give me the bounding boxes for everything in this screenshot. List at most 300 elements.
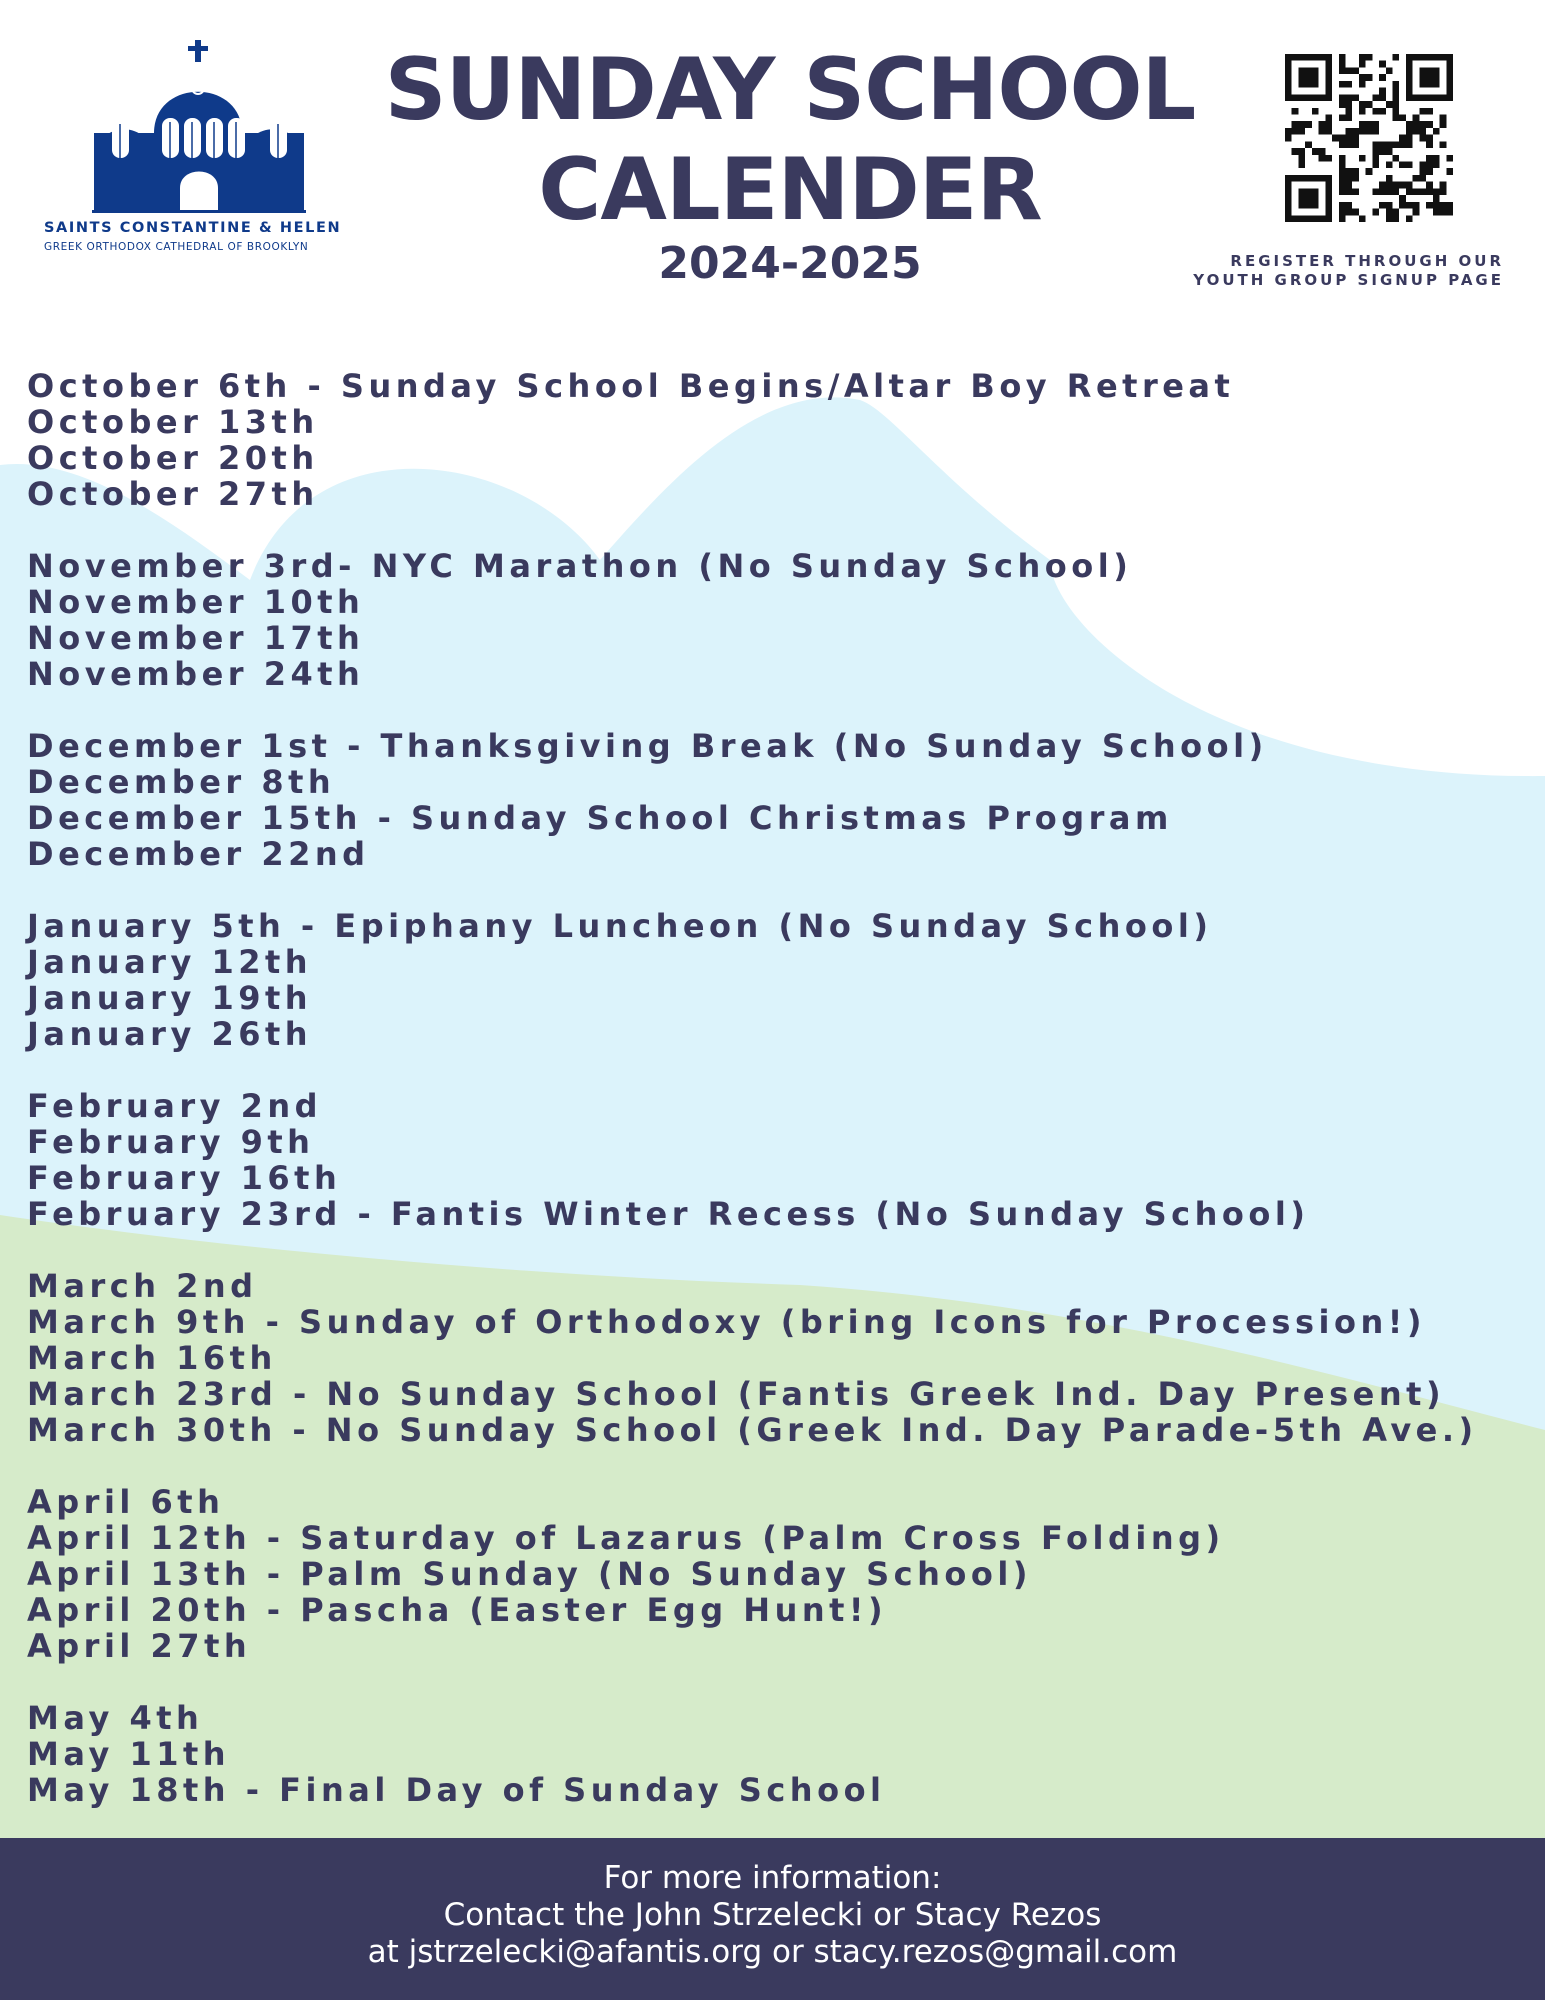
qr-module [1352, 209, 1359, 216]
qr-module [1379, 61, 1386, 68]
qr-module [1393, 188, 1400, 195]
qr-module [1325, 182, 1332, 189]
qr-module [1379, 188, 1386, 195]
qr-module [1440, 121, 1447, 128]
qr-module [1305, 215, 1312, 222]
qr-module [1406, 67, 1413, 74]
month-block [27, 728, 1527, 872]
calendar-entry: April 13th - Palm Sunday (No Sunday School) [27, 1555, 1032, 1593]
qr-module [1292, 175, 1299, 182]
qr-module [1312, 202, 1319, 209]
qr-module [1406, 61, 1413, 68]
qr-module [1379, 108, 1386, 115]
qr-module [1305, 54, 1312, 61]
qr-module [1433, 155, 1440, 162]
qr-module [1426, 182, 1433, 189]
qr-module [1433, 162, 1440, 169]
calendar-entry: May 4th [27, 1699, 204, 1737]
qr-module [1440, 94, 1447, 101]
qr-module [1345, 67, 1352, 74]
qr-module [1413, 121, 1420, 128]
qr-module [1359, 81, 1366, 88]
qr-module [1305, 67, 1312, 74]
month-block [27, 908, 1527, 1052]
qr-module [1345, 94, 1352, 101]
qr-module [1359, 128, 1366, 135]
qr-module [1319, 128, 1326, 135]
qr-module [1285, 128, 1292, 135]
calendar-entry: March 2nd [27, 1267, 258, 1305]
qr-module [1406, 94, 1413, 101]
qr-module [1305, 188, 1312, 195]
qr-module [1298, 94, 1305, 101]
qr-module [1419, 81, 1426, 88]
qr-module [1359, 101, 1366, 108]
qr-module [1352, 94, 1359, 101]
qr-module [1413, 175, 1420, 182]
qr-module [1386, 67, 1393, 74]
qr-module [1298, 148, 1305, 155]
qr-module [1312, 148, 1319, 155]
qr-module [1352, 67, 1359, 74]
qr-module [1298, 74, 1305, 81]
qr-module [1285, 182, 1292, 189]
qr-module [1372, 148, 1379, 155]
qr-module [1292, 148, 1299, 155]
qr-module [1285, 135, 1292, 142]
calendar-entry: April 27th [27, 1627, 252, 1665]
qr-module [1325, 215, 1332, 222]
qr-module [1399, 114, 1406, 121]
calendar-entry: March 30th - No Sunday School (Greek Ind. Day Parade-5th Ave.) [27, 1411, 1478, 1449]
qr-module [1325, 121, 1332, 128]
qr-module [1325, 74, 1332, 81]
qr-module [1426, 108, 1433, 115]
qr-module [1393, 54, 1400, 61]
qr-module [1325, 188, 1332, 195]
qr-module [1419, 121, 1426, 128]
qr-module [1379, 88, 1386, 95]
qr-module [1325, 61, 1332, 68]
qr-module [1426, 67, 1433, 74]
qr-module [1399, 162, 1406, 169]
qr-module [1393, 88, 1400, 95]
qr-module [1312, 195, 1319, 202]
qr-module [1419, 94, 1426, 101]
qr-module [1359, 155, 1366, 162]
qr-module [1372, 141, 1379, 148]
calendar-entry: November 24th [27, 655, 365, 693]
calendar-entry: December 8th [27, 763, 336, 801]
qr-module [1426, 141, 1433, 148]
footer-contacts: Contact the John Strzelecki or Stacy Rezos [443, 1897, 1102, 1933]
qr-module [1312, 175, 1319, 182]
qr-module [1426, 121, 1433, 128]
qr-module [1359, 121, 1366, 128]
qr-module [1345, 114, 1352, 121]
qr-module [1312, 188, 1319, 195]
qr-module [1372, 121, 1379, 128]
qr-module [1386, 209, 1393, 216]
qr-module [1359, 61, 1366, 68]
qr-module [1419, 67, 1426, 74]
calendar-entry: January 5th - Epiphany Luncheon (No Sunday School) [27, 907, 1213, 945]
qr-module [1372, 128, 1379, 135]
qr-module [1419, 54, 1426, 61]
qr-module [1399, 195, 1406, 202]
qr-module [1319, 94, 1326, 101]
qr-module [1446, 202, 1453, 209]
qr-module [1446, 81, 1453, 88]
qr-module [1339, 209, 1346, 216]
calendar-entry: November 10th [27, 583, 365, 621]
qr-module [1386, 141, 1393, 148]
qr-module [1285, 61, 1292, 68]
qr-module [1372, 155, 1379, 162]
qr-module [1339, 155, 1346, 162]
qr-module [1285, 215, 1292, 222]
qr-module [1393, 114, 1400, 121]
qr-module [1393, 209, 1400, 216]
qr-module [1366, 101, 1373, 108]
qr-module [1325, 88, 1332, 95]
calendar-entry: January 19th [27, 979, 313, 1017]
qr-module [1298, 54, 1305, 61]
qr-module [1325, 209, 1332, 216]
qr-module [1305, 195, 1312, 202]
qr-module [1339, 182, 1346, 189]
qr-module [1352, 128, 1359, 135]
qr-module [1366, 121, 1373, 128]
qr-module [1446, 61, 1453, 68]
qr-module [1406, 81, 1413, 88]
qr-module [1393, 155, 1400, 162]
qr-module [1359, 215, 1366, 222]
qr-module [1433, 74, 1440, 81]
qr-module [1339, 215, 1346, 222]
qr-module [1345, 188, 1352, 195]
qr-module [1312, 108, 1319, 115]
qr-module [1298, 67, 1305, 74]
qr-module [1440, 209, 1447, 216]
month-block [27, 1268, 1527, 1448]
month-block [27, 1088, 1527, 1232]
qr-module [1426, 74, 1433, 81]
qr-module [1379, 202, 1386, 209]
qr-module [1372, 188, 1379, 195]
contact-footer [0, 1838, 1545, 2000]
calendar-entry: December 1st - Thanksgiving Break (No Sunday School) [27, 727, 1268, 765]
qr-module [1413, 114, 1420, 121]
qr-module [1419, 108, 1426, 115]
qr-module [1345, 168, 1352, 175]
qr-module [1406, 215, 1413, 222]
school-year: 2024-2025 [658, 238, 922, 289]
qr-module [1292, 215, 1299, 222]
calendar-entry: October 13th [27, 403, 319, 441]
qr-module [1406, 162, 1413, 169]
qr-module [1386, 202, 1393, 209]
qr-module [1319, 121, 1326, 128]
qr-module [1433, 209, 1440, 216]
qr-module [1332, 135, 1339, 142]
qr-module [1419, 175, 1426, 182]
qr-module [1393, 108, 1400, 115]
qr-module [1426, 168, 1433, 175]
qr-module [1406, 135, 1413, 142]
calendar-entry: January 12th [27, 943, 313, 981]
qr-module [1440, 182, 1447, 189]
qr-module [1440, 114, 1447, 121]
qr-module [1433, 81, 1440, 88]
qr-module [1426, 188, 1433, 195]
qr-module [1359, 108, 1366, 115]
qr-module [1285, 175, 1292, 182]
calendar-entry: November 3rd- NYC Marathon (No Sunday School) [27, 547, 1133, 585]
title-line-2: CALENDER [538, 140, 1042, 240]
calendar-entry: February 9th [27, 1123, 315, 1161]
qr-module [1379, 94, 1386, 101]
qr-module [1440, 188, 1447, 195]
qr-module [1433, 202, 1440, 209]
qr-module [1386, 101, 1393, 108]
qr-module [1393, 215, 1400, 222]
qr-module [1386, 175, 1393, 182]
qr-module [1399, 182, 1406, 189]
qr-module [1406, 188, 1413, 195]
qr-module [1366, 168, 1373, 175]
calendar-entry: March 16th [27, 1339, 277, 1377]
qr-module [1426, 202, 1433, 209]
page-title [340, 40, 1240, 240]
qr-module [1386, 215, 1393, 222]
qr-module [1345, 128, 1352, 135]
qr-module [1305, 141, 1312, 148]
qr-module [1339, 202, 1346, 209]
qr-module [1312, 74, 1319, 81]
qr-module [1393, 101, 1400, 108]
qr-module [1345, 209, 1352, 216]
qr-module [1366, 54, 1373, 61]
qr-module [1413, 54, 1420, 61]
register-line-2: YOUTH GROUP SIGNUP PAGE [1193, 271, 1504, 289]
calendar-entry: May 18th - Final Day of Sunday School [27, 1771, 886, 1809]
qr-module [1393, 182, 1400, 189]
qr-module [1285, 54, 1292, 61]
qr-module [1393, 81, 1400, 88]
qr-module [1298, 81, 1305, 88]
qr-module [1298, 195, 1305, 202]
qr-module [1298, 155, 1305, 162]
qr-module [1285, 195, 1292, 202]
qr-module [1285, 88, 1292, 95]
qr-module [1426, 81, 1433, 88]
qr-module [1433, 195, 1440, 202]
qr-module [1325, 202, 1332, 209]
register-line-1: REGISTER THROUGH OUR [1230, 252, 1504, 270]
qr-module [1319, 148, 1326, 155]
qr-module [1345, 182, 1352, 189]
qr-module [1339, 168, 1346, 175]
month-block [27, 548, 1527, 692]
month-block [27, 1700, 1527, 1808]
register-note [1100, 252, 1504, 290]
qr-module [1413, 188, 1420, 195]
qr-module [1406, 121, 1413, 128]
qr-module [1345, 141, 1352, 148]
footer-emails: at jstrzelecki@afantis.org or stacy.rezos@gmail.com [367, 1934, 1178, 1970]
calendar-entry: March 23rd - No Sunday School (Fantis Greek Ind. Day Present) [27, 1375, 1446, 1413]
qr-module [1440, 202, 1447, 209]
organization-name: SAINTS CONSTANTINE & HELEN [44, 220, 342, 236]
qr-module [1339, 114, 1346, 121]
qr-module [1406, 141, 1413, 148]
qr-module [1312, 67, 1319, 74]
qr-module [1285, 209, 1292, 216]
qr-module [1446, 155, 1453, 162]
calendar-entry: December 15th - Sunday School Christmas Program [27, 799, 1173, 837]
title-line-1: SUNDAY SCHOOL [384, 40, 1196, 140]
qr-module [1325, 114, 1332, 121]
cathedral-icon [92, 38, 306, 213]
qr-module [1345, 108, 1352, 115]
qr-module [1433, 188, 1440, 195]
calendar-entry: February 23rd - Fantis Winter Recess (No Sunday School) [27, 1195, 1310, 1233]
qr-module [1366, 128, 1373, 135]
qr-module [1345, 175, 1352, 182]
qr-module [1359, 74, 1366, 81]
qr-module [1393, 141, 1400, 148]
qr-module [1312, 94, 1319, 101]
qr-module [1319, 215, 1326, 222]
qr-module [1372, 162, 1379, 169]
qr-module [1339, 67, 1346, 74]
calendar-entry: November 17th [27, 619, 365, 657]
qr-module [1285, 81, 1292, 88]
qr-module [1406, 202, 1413, 209]
qr-module [1345, 101, 1352, 108]
qr-module [1298, 162, 1305, 169]
qr-module [1446, 168, 1453, 175]
qr-module [1359, 54, 1366, 61]
qr-module [1345, 81, 1352, 88]
qr-module [1339, 141, 1346, 148]
qr-module [1325, 195, 1332, 202]
qr-module [1399, 135, 1406, 142]
qr-module [1352, 135, 1359, 142]
qr-module [1285, 67, 1292, 74]
qr-module [1339, 81, 1346, 88]
qr-module [1339, 135, 1346, 142]
qr-module [1325, 67, 1332, 74]
qr-code-icon[interactable] [1285, 54, 1453, 222]
qr-module [1325, 155, 1332, 162]
qr-module [1319, 175, 1326, 182]
qr-module [1325, 128, 1332, 135]
qr-module [1319, 155, 1326, 162]
qr-module [1285, 74, 1292, 81]
calendar-entry: April 6th [27, 1483, 225, 1521]
qr-module [1379, 148, 1386, 155]
calendar-entry: October 20th [27, 439, 319, 477]
qr-module [1312, 215, 1319, 222]
church-logo [40, 38, 358, 268]
qr-module [1312, 81, 1319, 88]
qr-module [1440, 141, 1447, 148]
qr-module [1386, 188, 1393, 195]
qr-module [1406, 88, 1413, 95]
qr-module [1312, 54, 1319, 61]
qr-module [1426, 135, 1433, 142]
qr-module [1319, 54, 1326, 61]
qr-module [1406, 54, 1413, 61]
qr-module [1419, 188, 1426, 195]
qr-module [1292, 108, 1299, 115]
qr-module [1345, 135, 1352, 142]
qr-module [1372, 209, 1379, 216]
qr-module [1413, 209, 1420, 216]
qr-module [1305, 74, 1312, 81]
qr-module [1446, 67, 1453, 74]
qr-module [1298, 175, 1305, 182]
qr-module [1426, 162, 1433, 169]
qr-module [1399, 141, 1406, 148]
qr-module [1298, 128, 1305, 135]
qr-module [1339, 175, 1346, 182]
qr-module [1446, 54, 1453, 61]
qr-module [1372, 108, 1379, 115]
qr-module [1413, 202, 1420, 209]
calendar-entry: February 2nd [27, 1087, 323, 1125]
qr-module [1419, 162, 1426, 169]
qr-module [1433, 67, 1440, 74]
calendar-list [27, 368, 1527, 1844]
qr-module [1446, 94, 1453, 101]
qr-module [1298, 188, 1305, 195]
qr-module [1285, 188, 1292, 195]
qr-module [1298, 121, 1305, 128]
qr-module [1372, 94, 1379, 101]
qr-module [1406, 74, 1413, 81]
footer-heading: For more information: [603, 1860, 942, 1896]
qr-module [1352, 141, 1359, 148]
qr-module [1399, 202, 1406, 209]
calendar-entry: February 16th [27, 1159, 342, 1197]
qr-module [1339, 188, 1346, 195]
qr-module [1426, 155, 1433, 162]
qr-module [1386, 148, 1393, 155]
qr-module [1352, 175, 1359, 182]
calendar-entry: October 27th [27, 475, 319, 513]
qr-module [1433, 94, 1440, 101]
qr-module [1325, 94, 1332, 101]
qr-module [1339, 61, 1346, 68]
qr-module [1413, 94, 1420, 101]
qr-module [1386, 162, 1393, 169]
organization-subtitle: GREEK ORTHODOX CATHEDRAL OF BROOKLYN [44, 241, 309, 253]
qr-module [1292, 121, 1299, 128]
qr-module [1446, 74, 1453, 81]
qr-module [1426, 54, 1433, 61]
qr-module [1433, 54, 1440, 61]
calendar-entry: October 6th - Sunday School Begins/Altar Boy Retreat [27, 367, 1235, 405]
qr-module [1339, 94, 1346, 101]
month-block [27, 368, 1527, 512]
qr-module [1393, 94, 1400, 101]
qr-module [1406, 128, 1413, 135]
qr-module [1298, 202, 1305, 209]
qr-module [1446, 88, 1453, 95]
